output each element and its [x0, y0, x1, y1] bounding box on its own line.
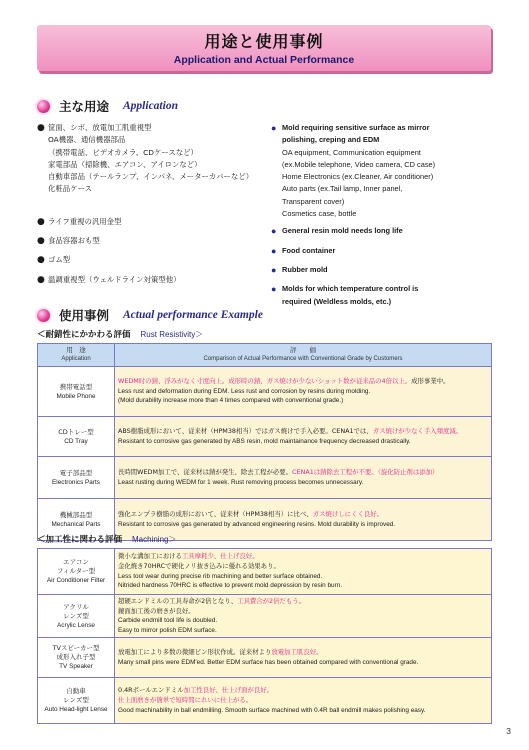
table-row [38, 638, 492, 678]
list-item [271, 264, 499, 276]
bullet-icon: ● [37, 236, 45, 247]
performance-heading-en: Actual performance Example [123, 309, 263, 321]
bullet-icon: ● [271, 123, 277, 133]
header-text: Application [61, 356, 91, 362]
evaluation-jp: 強化エンプラ樹脂の成形において、従来材（HPM38相当）に比べ、 [118, 509, 313, 518]
evaluation-en: Nitrided hardness 70HRC is effective to prevent mold depression by resin burn. [118, 582, 343, 590]
bullet-icon: ● [37, 255, 45, 266]
application-jp: 携帯電話型 [59, 382, 93, 391]
list-item-text: 温調重視型（ウェルドライン対策型他） [48, 274, 181, 284]
header-text: 用 途 [66, 346, 86, 354]
evaluation-jp-highlight: 工具費合が2倍だもう。 [237, 597, 306, 605]
applications-en-column [271, 122, 499, 308]
list-item [37, 216, 265, 228]
page-number: 3 [506, 726, 511, 736]
bullet-icon: ● [37, 274, 45, 285]
title-banner [37, 25, 491, 71]
main-use-heading [37, 97, 178, 115]
table-row [38, 678, 492, 724]
list-item [37, 122, 265, 196]
evaluation-jp: 金化焼き70HRCで硬化ノリ抜き込みに優れる効果あり。 [118, 561, 280, 570]
application-cell [38, 549, 115, 595]
evaluation-jp: 長時間WEDM加工で、従来材は錆が発生、除去工程が必要。 [118, 467, 293, 476]
application-en: CD Tray [64, 437, 88, 445]
application-cell [38, 595, 115, 638]
evaluation-jp-highlight: CENA1は錆除去工程が不要。（旋化防止剤は添加） [292, 467, 439, 476]
header-text: 評 価 [290, 346, 316, 354]
evaluation-cell [115, 595, 492, 638]
application-cell [38, 417, 115, 457]
application-cell [38, 638, 115, 678]
list-item-text: OA equipment, Communication equipment [282, 147, 421, 157]
application-cell [38, 367, 115, 417]
main-use-heading-en: Application [123, 100, 178, 112]
evaluation-en: Resistant to corrosive gas generated by ABS resin, mold maintainance frequency decreased drastically. [118, 437, 411, 445]
list-item-text: Rubber mold [282, 264, 328, 274]
evaluation-en: Easy to mirror polish EDM surface. [118, 626, 217, 634]
table-header-evaluation [115, 344, 492, 367]
application-jp: 電子部品型 [59, 468, 93, 477]
application-jp: レンズ型 [63, 696, 89, 705]
list-item-text: Molds for which temperature control is [282, 284, 419, 294]
list-item-text: 化粧品ケース [48, 184, 92, 194]
application-en: Mobile Phone [56, 392, 96, 400]
table-row [38, 549, 492, 595]
banner-title-jp: 用途と使用事例 [204, 32, 324, 51]
list-item [271, 225, 499, 237]
evaluation-jp: 放電加工により多数の微細ピン形状作成。従来材より [118, 648, 272, 657]
evaluation-jp-highlight: WEDM时の錆、浮みがなく寸度向上。成形時の錆、ガス焼けが少ないショット数が従来品の4倍以上。 [118, 377, 412, 386]
application-jp: フィルター型 [56, 567, 96, 575]
evaluation-jp: 0.4Rボールエンドミル [118, 686, 184, 695]
header-text: Comparison of Actual Performance with Conventional Grade by Customers [203, 356, 403, 362]
list-item-text: polishing, creping and EDM [282, 135, 380, 145]
list-item [271, 122, 499, 220]
list-item-text: Mold requiring sensitive surface as mirror [282, 123, 430, 132]
evaluation-cell [115, 549, 492, 595]
applications-jp-column [37, 122, 265, 286]
bullet-icon: ● [271, 245, 277, 256]
application-jp: TVスピーカー型 [52, 644, 100, 653]
evaluation-jp-highlight: ガス焼けが少なく手入頻度減。 [372, 426, 463, 435]
evaluation-jp: 超硬エンドミルの工具寿命が2倍となり、 [118, 597, 238, 605]
bullet-icon: ● [271, 226, 277, 237]
machining-heading-jp: ＜加工性に関わる評価 [37, 535, 123, 545]
list-item-text: 食品容器おも型 [48, 236, 100, 246]
applications-list [37, 122, 497, 314]
application-cell [38, 678, 115, 724]
list-item [37, 254, 265, 266]
evaluation-en: Less rust and deformation during EDM. Less rust and corrosion by resins during molding. [118, 387, 371, 395]
evaluation-en: Resistant to corrosive gas generated by advanced engineering resins. Mold durability is improved. [118, 520, 396, 528]
bullet-icon: ● [271, 264, 277, 275]
evaluation-cell [115, 457, 492, 499]
application-jp: アクリル [63, 602, 89, 611]
list-item-text: Cosmetics case, bottle [282, 209, 357, 219]
list-item [271, 283, 499, 308]
performance-heading-jp: 使用事例 [59, 308, 110, 323]
evaluation-en: Good machinability in ball endmilling. Smooth surface machined with 0.4R ball endmill makes polishing easy. [118, 706, 426, 714]
list-item-text: 自動車部品（テールランプ、インパネ、メーターカバーなど） [48, 172, 254, 182]
machining-heading-en: Machining＞ [132, 535, 177, 544]
bullet-icon: ● [37, 216, 45, 227]
table-row [38, 367, 492, 417]
application-en: Acrylic Lense [56, 621, 95, 629]
evaluation-jp: 成形事業中。 [411, 377, 450, 386]
list-item-text: (ex.Mobile telephone, Video camera, CD case) [282, 159, 436, 169]
table-row [38, 457, 492, 499]
table-header-row [38, 344, 492, 367]
list-item-text: Food container [282, 245, 336, 255]
application-en: Electronics Parts [52, 478, 100, 486]
evaluation-en: Least rusting during WEDM for 1 week. Rust removing process becomes unnecessary. [118, 478, 364, 486]
application-en: Auto Head-light Lense [44, 706, 108, 714]
list-item [37, 235, 265, 247]
main-use-heading-jp: 主な用途 [59, 99, 110, 114]
list-item-text: ゴム型 [48, 255, 71, 265]
evaluation-cell [115, 417, 492, 457]
evaluation-cell [115, 638, 492, 678]
list-item-text: General resin mold needs long life [282, 226, 403, 236]
evaluation-jp-highlight: 加工性良好、仕上げ面が良好。 [183, 686, 274, 695]
rust-heading-en: Rust Resistivity＞ [140, 330, 204, 339]
evaluation-jp-highlight: ガス焼けしにくく良好。 [312, 509, 384, 518]
list-item-text: 筐面、シボ、放電加工肌重視型 [48, 123, 152, 132]
rust-heading-jp: ＜耐錆性にかかわる評価 [37, 330, 131, 340]
evaluation-jp: 微小な溝加工における [118, 552, 182, 561]
list-item-text: Auto parts (ex.Tail lamp, Inner panel, [282, 184, 403, 194]
machining-heading [37, 533, 176, 545]
evaluation-en: Carbide endmill tool life is doubled. [118, 617, 218, 625]
pink-ball-icon [37, 100, 50, 113]
list-item [37, 274, 265, 286]
list-item-text: （携帯電話、ビデオカメラ、CDケースなど） [48, 147, 198, 157]
bullet-icon: ● [271, 284, 277, 295]
bullet-icon: ● [37, 123, 45, 133]
list-item-text: OA機器、通信機器部品 [48, 135, 126, 145]
application-en: TV Speaker [59, 663, 93, 671]
application-en: Air Conditioner Filter [46, 577, 106, 584]
table-row [38, 595, 492, 638]
evaluation-jp-highlight: 工具摩耗少、仕上げ良好。 [181, 552, 259, 561]
application-jp: エアコン [63, 558, 89, 566]
rust-table [37, 343, 492, 541]
application-jp: 成形入れ子型 [56, 653, 96, 662]
application-jp: 自動車 [66, 687, 86, 696]
rust-heading [37, 328, 203, 340]
list-item [271, 245, 499, 257]
list-item-text: ライフ重視の汎用金型 [48, 216, 122, 226]
application-cell [38, 457, 115, 499]
evaluation-en: Less tool wear during precise rib machining and better surface obtained. [118, 572, 323, 580]
application-jp: レンズ型 [63, 611, 89, 620]
banner-title-en: Application and Actual Performance [173, 54, 355, 66]
list-item-text: Transparent cover) [282, 196, 345, 206]
application-en: Mechanical Parts [51, 520, 101, 528]
evaluation-jp-highlight: 仕上面磨きが簡単で短時間にれいに仕上がる。 [118, 696, 253, 705]
evaluation-en: Many small pins were EDM'ed. Better EDM surface has been obtained compared with conventional grade. [118, 658, 419, 666]
list-item-text: Home Electronics (ex.Cleaner, Air conditioner) [282, 172, 434, 182]
list-item-text: 家電部品（掃除機、エアコン、アイロンなど） [48, 159, 202, 169]
list-item-text: required (Weldless molds, etc.) [282, 296, 392, 306]
application-jp: 機械部品型 [59, 510, 93, 519]
evaluation-jp-highlight: 放電加工肌良好。 [271, 648, 323, 657]
pink-ball-icon [37, 309, 50, 322]
performance-heading [37, 306, 263, 324]
machining-table [37, 548, 492, 724]
evaluation-jp: 鏡面加工後の磨きが良好。 [118, 606, 195, 615]
evaluation-cell [115, 367, 492, 417]
evaluation-cell [115, 678, 492, 724]
application-jp: CDトレー型 [58, 427, 94, 436]
evaluation-en: (Mold durability increase more than 4 times compared with conventional grade.) [118, 397, 344, 405]
table-row [38, 417, 492, 457]
evaluation-jp: ABS樹脂成形において、従来材（HPM38相当）ではガス焼けで手入必要。CENA1では、 [118, 426, 373, 435]
table-header-application [38, 344, 115, 367]
